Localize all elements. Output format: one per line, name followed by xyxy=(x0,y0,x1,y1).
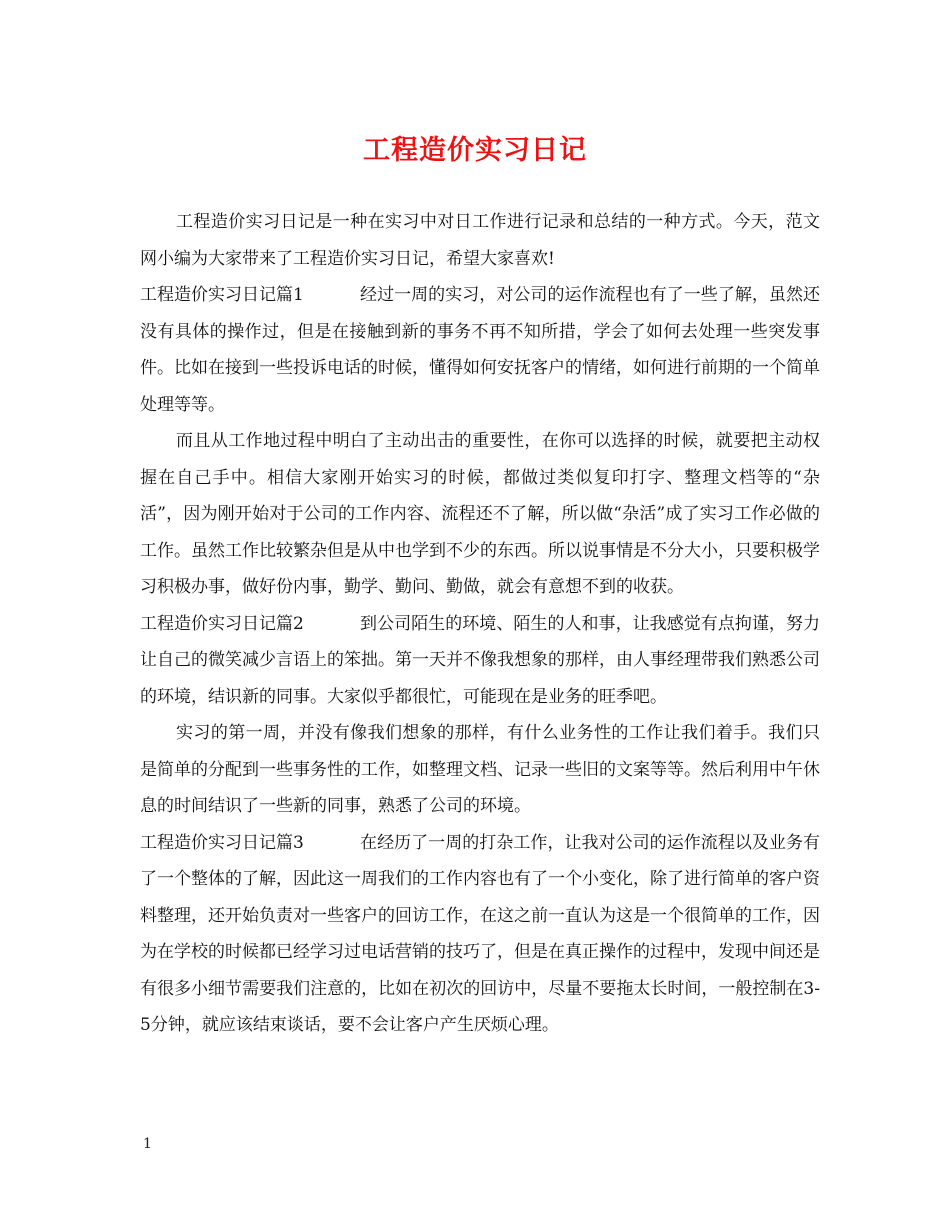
entry-3-paragraph xyxy=(140,825,820,1044)
intro-paragraph: 工程造价实习日记是一种在实习中对日工作进行记录和总结的一种方式。今天，范文网小编为大家带来了工程造价实习日记，希望大家喜欢! xyxy=(140,212,820,269)
entry-1-paragraph xyxy=(140,277,820,423)
page-number: 1 xyxy=(143,1136,152,1152)
entry-2-paragraph xyxy=(140,606,820,716)
entry-2-label: 工程造价实习日记篇2 xyxy=(140,613,304,634)
entry-2-continuation: 实习的第一周，并没有像我们想象的那样，有什么业务性的工作让我们着手。我们只是简单的分配到一些事务性的工作，如整理文档、记录一些旧的文案等等。然后利用中午休息的时间结识了一些新的同事，熟悉了公司的环境。 xyxy=(140,723,820,816)
entry-3-label: 工程造价实习日记篇3 xyxy=(140,832,304,853)
document-body xyxy=(140,204,820,1044)
entry-2-text: 到公司陌生的环境、陌生的人和事，让我感觉有点拘谨，努力让自己的微笑减少言语上的笨拙。第一天并不像我想象的那样，由人事经理带我们熟悉公司的环境，结识新的同事。大家似乎都很忙，可能现在是业务的旺季吧。 xyxy=(140,613,820,707)
entry-1-continuation: 而且从工作地过程中明白了主动出击的重要性，在你可以选择的时候，就要把主动权握在自己手中。相信大家刚开始实习的时候，都做过类似复印打字、整理文档等的“杂活”，因为刚开始对于公司的工作内容、流程还不了解，所以做“杂活”成了实习工作必做的工作。虽然工作比较繁杂但是从中也学到不少的东西。所以说事情是不分大小，只要积极学习积极办事，做好份内事，勤学、勤问、勤做，就会有意想不到的收获。 xyxy=(140,431,820,597)
entry-3-text: 在经历了一周的打杂工作，让我对公司的运作流程以及业务有了一个整体的了解，因此这一周我们的工作内容也有了一个小变化，除了进行简单的客户资料整理，还开始负责对一些客户的回访工作，在这之前一直认为这是一个很简单的工作，因为在学校的时候都已经学习过电话营销的技巧了，但是在真正操作的过程中，发现中间还是有很多小细节需要我们注意的，比如在初次的回访中，尽量不要拖太长时间，一般控制在3-5分钟，就应该结束谈话，要不会让客户产生厌烦心理。 xyxy=(140,832,820,1035)
document-title: 工程造价实习日记 xyxy=(363,135,587,166)
entry-1-text: 经过一周的实习，对公司的运作流程也有了一些了解，虽然还没有具体的操作过，但是在接触到新的事务不再不知所措，学会了如何去处理一些突发事件。比如在接到一些投诉电话的时候，懂得如何安抚客户的情绪，如何进行前期的一个简单处理等等。 xyxy=(140,285,820,415)
entry-1-label: 工程造价实习日记篇1 xyxy=(140,285,304,305)
